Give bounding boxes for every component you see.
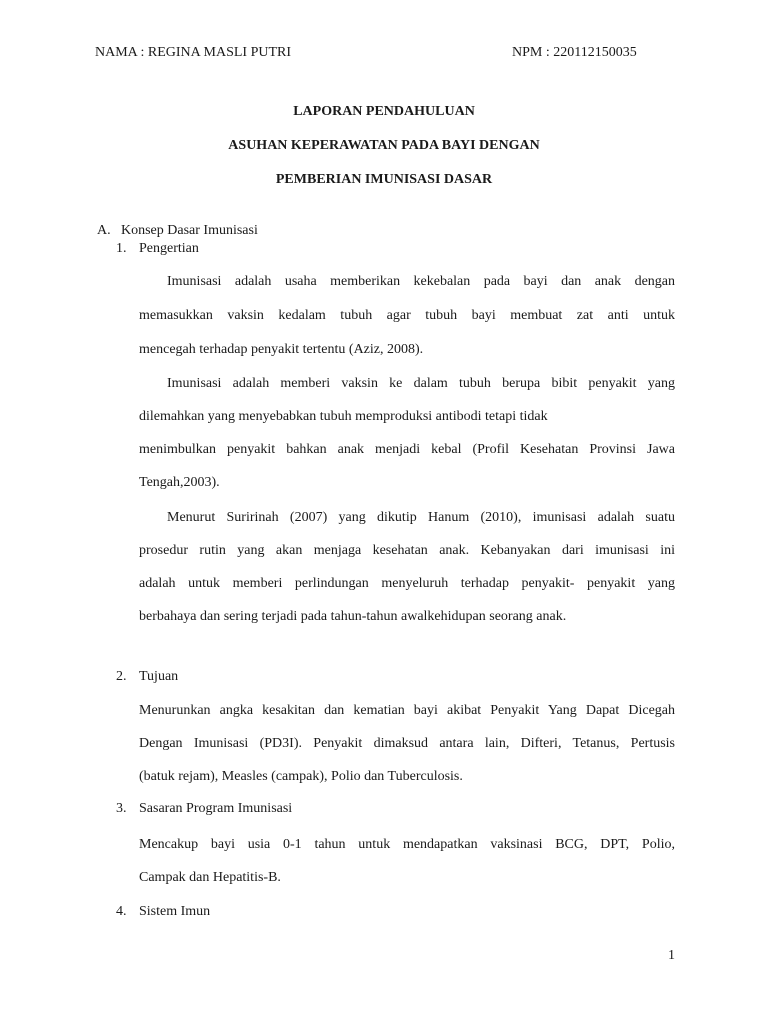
section-title: Konsep Dasar Imunisasi (121, 223, 258, 238)
student-npm: NPM : 220112150035 (512, 45, 637, 60)
item-title: Tujuan (139, 669, 179, 684)
document-title: LAPORAN PENDAHULUAN (293, 104, 475, 119)
document-subtitle-2: PEMBERIAN IMUNISASI DASAR (275, 172, 493, 187)
text-line: berbahaya dan sering terjadi pada tahun-tahun awalkehidupan seorang anak. (139, 609, 567, 624)
text-line: Menurut Suririnah (2007) yang dikutip Hanum (2010), imunisasi adalah suatu (167, 510, 675, 525)
text-line: mencegah terhadap penyakit tertentu (Aziz, 2008). (139, 342, 424, 357)
student-name: NAMA : REGINA MASLI PUTRI (95, 45, 292, 60)
text-line: Menurunkan angka kesakitan dan kematian bayi akibat Penyakit Yang Dapat Dicegah (139, 703, 675, 718)
text-line: Mencakup bayi usia 0-1 tahun untuk mendapatkan vaksinasi BCG, DPT, Polio, (139, 837, 675, 852)
item-number: 1. (116, 241, 127, 256)
item-number: 2. (116, 669, 127, 684)
text-line: dilemahkan yang menyebabkan tubuh memproduksi antibodi tetapi tidak (139, 409, 548, 424)
text-line: Imunisasi adalah usaha memberikan kekebalan pada bayi dan anak dengan (167, 274, 675, 289)
item-title: Sasaran Program Imunisasi (139, 801, 293, 816)
text-line: Tengah,2003). (139, 475, 220, 490)
text-line: prosedur rutin yang akan menjaga kesehatan anak. Kebanyakan dari imunisasi ini (139, 543, 675, 558)
text-line: memasukkan vaksin kedalam tubuh agar tubuh bayi membuat zat anti untuk (139, 308, 675, 323)
document-subtitle-1: ASUHAN KEPERAWATAN PADA BAYI DENGAN (228, 138, 540, 153)
text-line: Campak dan Hepatitis-B. (139, 870, 281, 885)
item-number: 3. (116, 801, 127, 816)
item-title: Pengertian (139, 241, 199, 256)
page-number: 1 (668, 948, 675, 963)
text-line: Imunisasi adalah memberi vaksin ke dalam tubuh berupa bibit penyakit yang (167, 376, 675, 391)
item-title: Sistem Imun (139, 904, 211, 919)
text-line: adalah untuk memberi perlindungan menyeluruh terhadap penyakit- penyakit yang (139, 576, 675, 591)
text-line: (batuk rejam), Measles (campak), Polio dan Tuberculosis. (139, 769, 463, 784)
item-number: 4. (116, 904, 127, 919)
text-line: Dengan Imunisasi (PD3I). Penyakit dimaksud antara lain, Difteri, Tetanus, Pertusis (139, 736, 675, 751)
text-line: menimbulkan penyakit bahkan anak menjadi kebal (Profil Kesehatan Provinsi Jawa (139, 442, 675, 457)
section-marker: A. (97, 223, 111, 238)
